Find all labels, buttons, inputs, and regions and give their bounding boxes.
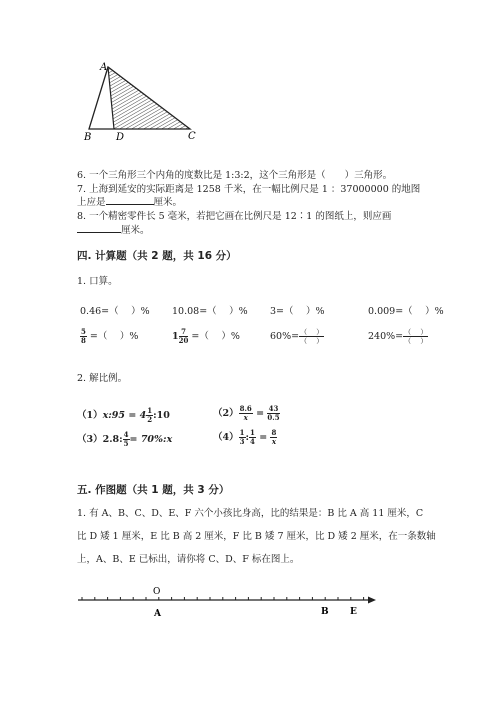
point-b-label: B (321, 607, 329, 617)
question-8-line1: 8. 一个精密零件长 5 毫米，若把它画在比例尺是 12∶1 的图纸上，则应画 (77, 211, 392, 222)
origin-label: O (153, 587, 161, 597)
proportion-4: （4） $\frac{1}{3}$ : $\frac{1}{4}$ = $\frac{8}{x}$ (213, 428, 277, 446)
q8-suffix: 厘米。 (121, 225, 150, 236)
number-line-arrow (368, 597, 376, 604)
label-d: D (116, 132, 125, 143)
q7-answer-blank[interactable] (106, 204, 154, 205)
section-5-line2: 比 D 矮 1 厘米，E 比 B 高 2 厘米，F 比 B 矮 7 厘米，比 D 矮 2 厘米，在一条数轴 (77, 531, 436, 542)
section-5-line1: 1. 有 A、B、C、D、E、F 六个小孩比身高，比的结果是：B 比 A 高 11 厘米，C (77, 508, 424, 519)
point-a-label: A (154, 609, 161, 619)
number-line[interactable] (70, 580, 380, 620)
oral-item-1: 0.46=（ ）% (80, 306, 150, 317)
oral-item-6: 1 $\frac{7}{20}$ =（ ）% (172, 327, 240, 345)
oral-item-2: 10.08=（ ）% (172, 306, 248, 317)
question-8-line2 (77, 224, 150, 238)
triangle-figure (80, 58, 205, 143)
section-5-title: 五. 作图题（共 1 题，共 3 分） (77, 484, 230, 496)
oral-item-8: 240%= $\frac{( )}{( )}$ (368, 328, 428, 345)
label-c: C (188, 131, 196, 142)
proportion-1: （1）x:95 = 4 $\frac{1}{2}$ :10 (77, 406, 170, 424)
point-e-label: E (350, 607, 357, 617)
question-7-line2 (77, 196, 182, 210)
oral-item-3: 3=（ ）% (270, 306, 325, 317)
q7-suffix: 厘米。 (153, 197, 183, 208)
label-b: B (84, 132, 92, 143)
oral-item-7: 60%= $\frac{( )}{( )}$ (270, 328, 324, 345)
label-a: A (100, 62, 108, 73)
proportion-3: （3）2.8: $\frac{4}{5}$ = 70%:x (77, 430, 173, 448)
q8-answer-blank[interactable] (77, 232, 121, 233)
oral-calc-label: 1. 口算。 (77, 276, 118, 287)
section-4-title: 四. 计算题（共 2 题，共 16 分） (77, 250, 237, 262)
q7-prefix: 上应是 (77, 197, 106, 208)
section-5-line3: 上，A、B、E 已标出，请你将 C、D、F 标在图上。 (77, 554, 300, 565)
proportion-2: （2） $\frac{8.6}{x}$ = $\frac{43}{0.5}$ (213, 404, 280, 422)
oral-item-5: $\frac{5}{8}$ =（ ）% (81, 327, 139, 345)
solve-proportion-label: 2. 解比例。 (77, 373, 128, 384)
oral-item-4: 0.009=（ ）% (368, 306, 444, 317)
question-6: 6. 一个三角形三个内角的度数比是 1:3:2，这个三角形是（ ）三角形。 (77, 170, 393, 181)
question-7-line1: 7. 上海到延安的实际距离是 1258 千米，在一幅比例尺是 1 ：37000000 的地图 (77, 184, 421, 195)
